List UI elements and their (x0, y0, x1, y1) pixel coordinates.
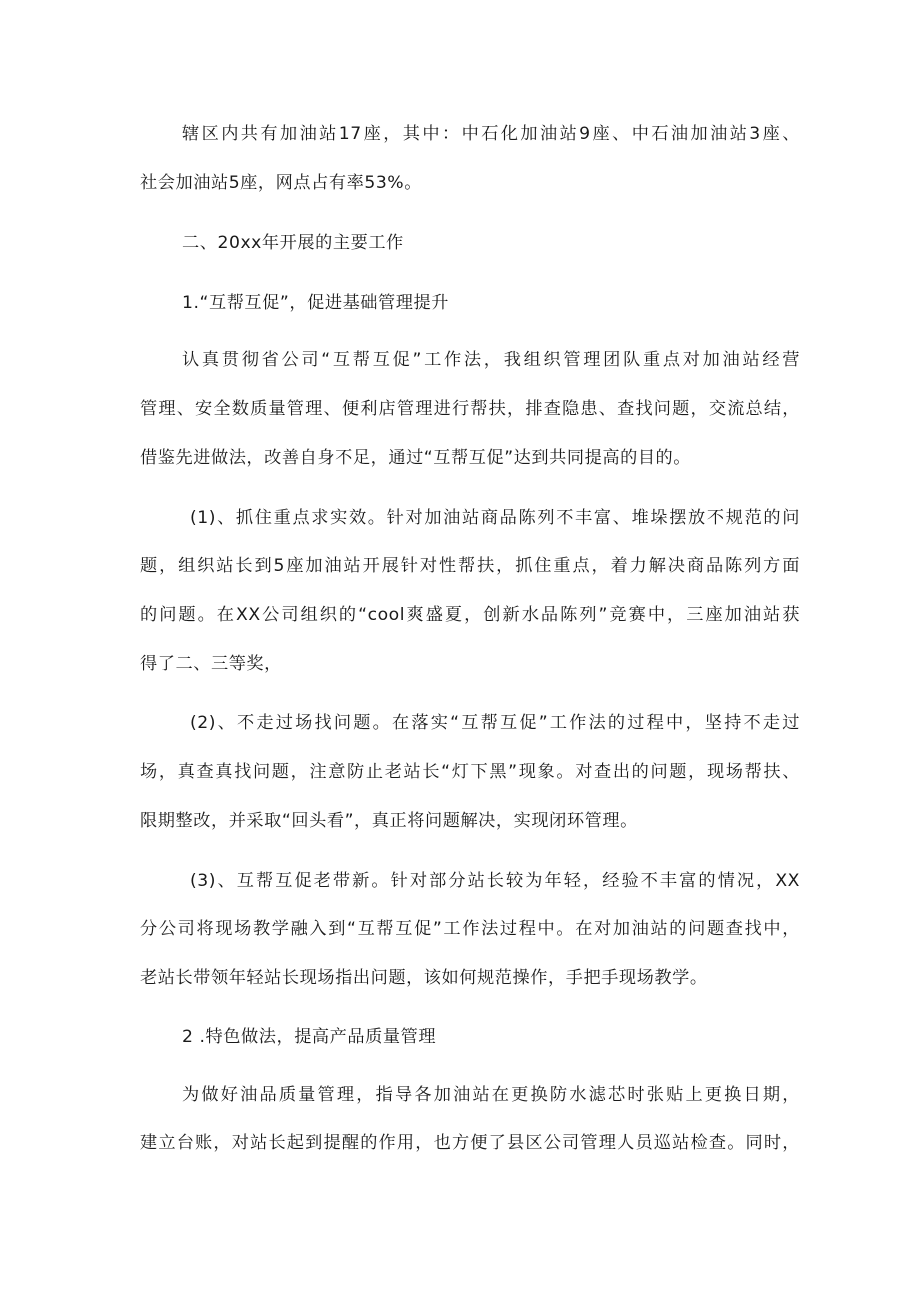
list-item-line: 题，组织站长到5座加油站开展针对性帮扶，抓住重点，着力解决商品陈列方面 (140, 556, 800, 576)
list-item-line: (3)、互帮互促老带新。针对部分站长较为年轻，经验不丰富的情况，XX (190, 871, 800, 891)
paragraph-line: 认真贯彻省公司“互帮互促”工作法，我组织管理团队重点对加油站经营 (182, 350, 800, 370)
list-item-line: (2)、不走过场找问题。在落实“互帮互促”工作法的过程中，坚持不走过 (190, 713, 800, 733)
list-item-line: 的问题。在XX公司组织的“cool爽盛夏，创新水品陈列”竞赛中，三座加油站获 (140, 605, 800, 625)
list-item-line: (1)、抓住重点求实效。针对加油站商品陈列不丰富、堆垛摆放不规范的问 (190, 508, 800, 528)
list-item-line: 分公司将现场教学融入到“互帮互促”工作法过程中。在对加油站的问题查找中， (140, 919, 800, 939)
subsection-heading: 1.“互帮互促”，促进基础管理提升 (182, 293, 449, 313)
paragraph-line: 建立台账，对站长起到提醒的作用，也方便了县区公司管理人员巡站检查。同时， (140, 1133, 800, 1153)
list-item-line: 场，真查真找问题，注意防止老站长“灯下黑”现象。对查出的问题，现场帮扶、 (140, 762, 800, 782)
paragraph-line: 辖区内共有加油站17座，其中：中石化加油站9座、中石油加油站3座、 (182, 124, 800, 144)
list-item-line: 得了二、三等奖， (140, 654, 282, 674)
paragraph-line: 社会加油站5座，网点占有率53%。 (140, 173, 422, 193)
section-heading: 二、20xx年开展的主要工作 (182, 233, 404, 253)
list-item-line: 老站长带领年轻站长现场指出问题，该如何规范操作，手把手现场教学。 (140, 968, 708, 988)
paragraph-line: 为做好油品质量管理，指导各加油站在更换防水滤芯时张贴上更换日期， (182, 1085, 800, 1105)
list-item-line: 限期整改，并采取“回头看”，真正将问题解决，实现闭环管理。 (140, 811, 638, 831)
paragraph-line: 借鉴先进做法，改善自身不足，通过“互帮互促”达到共同提高的目的。 (140, 448, 692, 468)
subsection-heading: 2 .特色做法，提高产品质量管理 (182, 1027, 437, 1047)
paragraph-line: 管理、安全数质量管理、便利店管理进行帮扶，排查隐患、查找问题，交流总结， (140, 399, 800, 419)
